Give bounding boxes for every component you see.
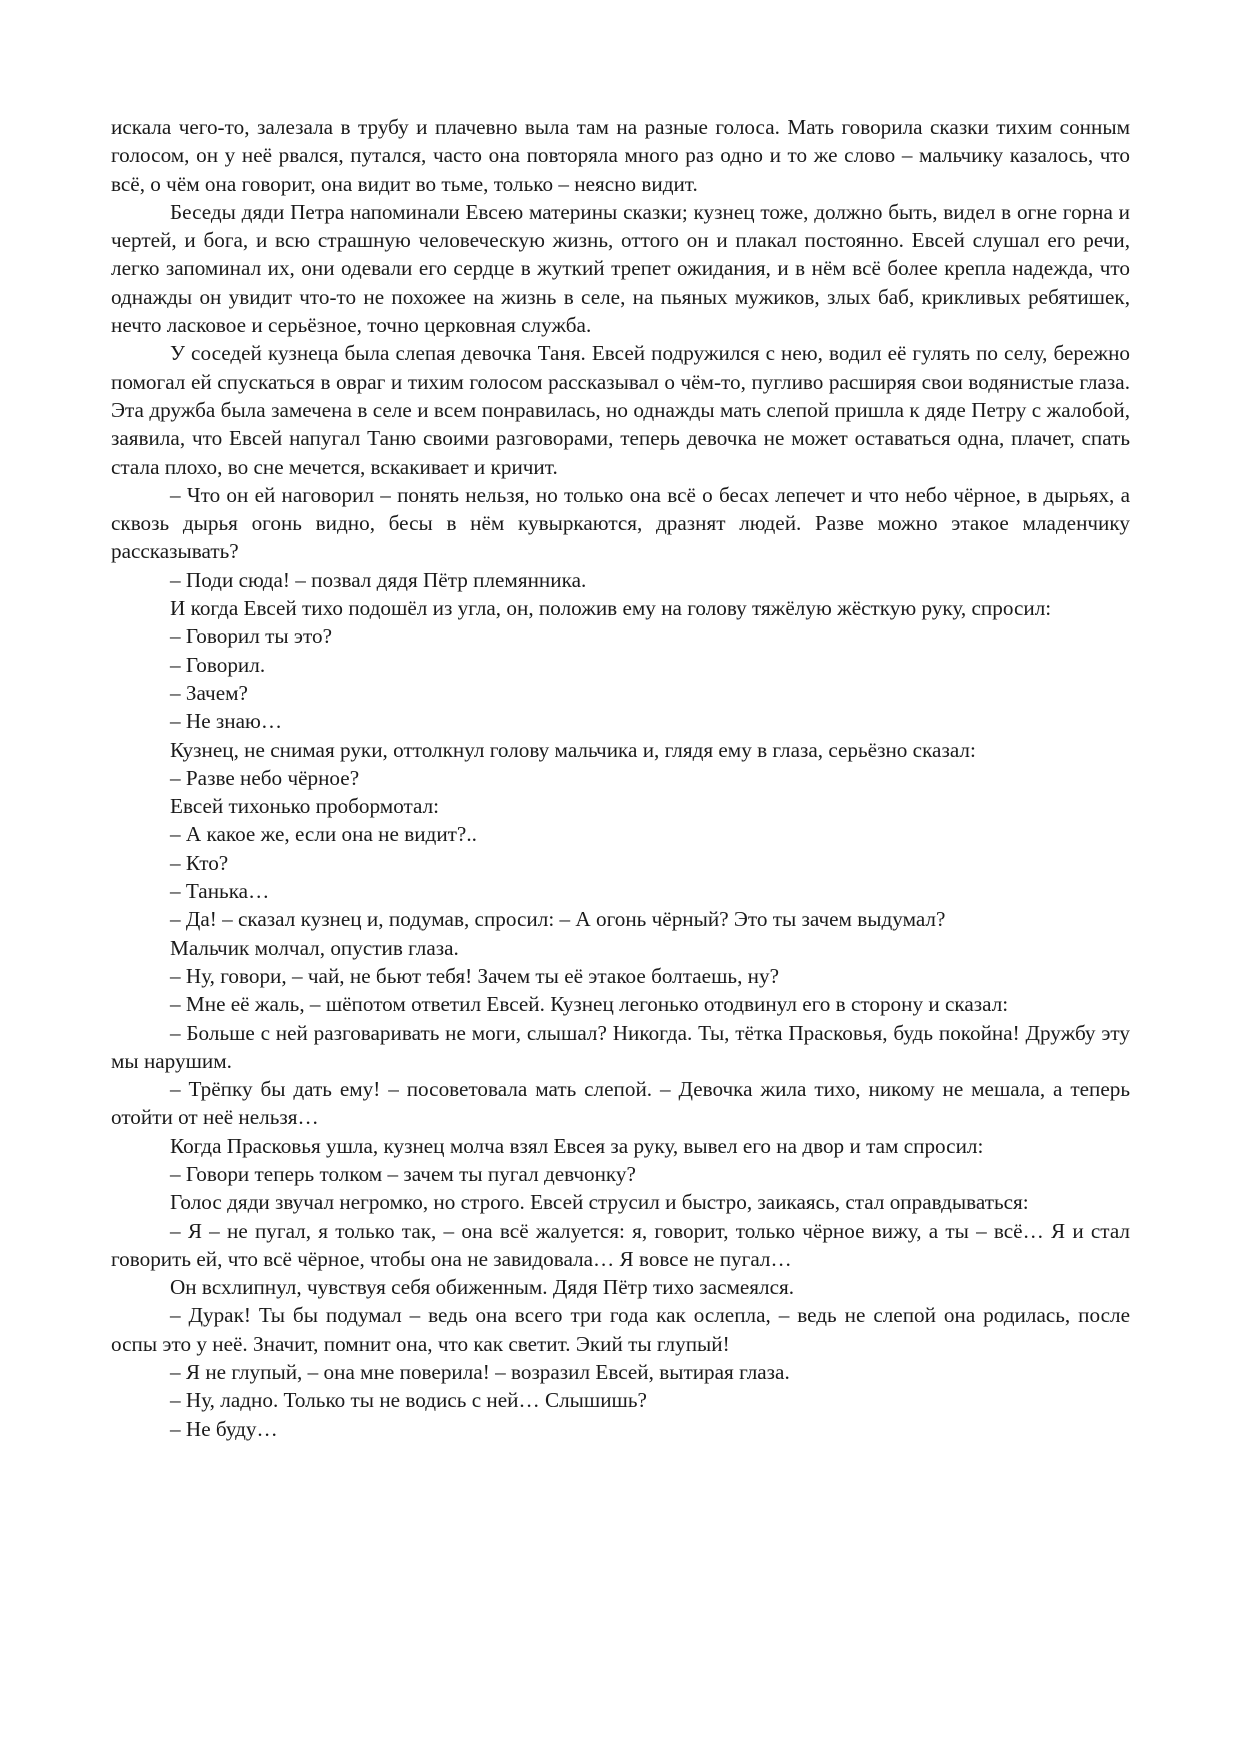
document-page (111, 113, 1130, 1443)
paragraph: – Мне её жаль, – шёпотом ответил Евсей. Кузнец легонько отодвинул его в сторону и сказал: (170, 992, 1009, 1017)
paragraph: У соседей кузнеца была слепая девочка Таня. Евсей подружился с нею, водил её гулять по селу, бережно помогал ей спускаться в овраг и тихим голосом рассказывал о чём-то, пугливо расширяя свои водянистые глаза. Эта дружба была замечена в селе и всем понравилась, но однажды мать слепой пришла к дяде Петру с жалобой, заявила, что Евсей напугал Таню своими разговорами, теперь девочка не может оставаться одна, плачет, спать стала плохо, во сне мечется, вскакивает и кричит. (111, 341, 1130, 479)
paragraph: – Трёпку бы дать ему! – посоветовала мать слепой. – Девочка жила тихо, никому не мешала, а теперь отойти от неё нельзя… (111, 1077, 1130, 1130)
paragraph: искала чего-то, залезала в трубу и плачевно выла там на разные голоса. Мать говорила сказки тихим сонным голосом, он у неё рвался, путался, часто она повторяла много раз одно и то же слово – мальчику казалось, что всё, о чём она говорит, она видит во тьме, только – неясно видит. (111, 115, 1130, 196)
paragraph: – Я – не пугал, я только так, – она всё жалуется: я, говорит, только чёрное вижу, а ты – всё… Я и стал говорить ей, что всё чёрное, чтобы она не завидовала… Я вовсе не пугал… (111, 1218, 1130, 1271)
paragraph: Он всхлипнул, чувствуя себя обиженным. Дядя Пётр тихо засмеялся. (170, 1275, 795, 1300)
paragraph: Голос дяди звучал негромко, но строго. Евсей струсил и быстро, заикаясь, стал оправдываться: (170, 1190, 1029, 1215)
paragraph: – Поди сюда! – позвал дядя Пётр племянника. (170, 567, 587, 592)
paragraph: – Да! – сказал кузнец и, подумав, спросил: – А огонь чёрный? Это ты зачем выдумал? (170, 907, 946, 932)
paragraph: – Ну, ладно. Только ты не водись с ней… Слышишь? (170, 1388, 647, 1413)
paragraph: – Больше с ней разговаривать не моги, слышал? Никогда. Ты, тётка Прасковья, будь покойна! Дружбу эту мы нарушим. (111, 1020, 1130, 1073)
paragraph: – Дурак! Ты бы подумал – ведь она всего три года как ослепла, – ведь не слепой она родилась, после оспы это у неё. Значит, помнит она, что как светит. Экий ты глупый! (111, 1303, 1130, 1356)
paragraph: – Что он ей наговорил – понять нельзя, но только она всё о бесах лепечет и что небо чёрное, в дырьях, а сквозь дырья огонь видно, бесы в нём кувыркаются, дразнят людей. Разве можно этакое младенчику рассказывать? (111, 482, 1130, 564)
paragraph: – Кто? (170, 850, 229, 875)
paragraph: Беседы дяди Петра напоминали Евсею материны сказки; кузнец тоже, должно быть, видел в огне горна и чертей, и бога, и всю страшную человеческую жизнь, оттого он и плакал постоянно. Евсей слушал его речи, легко запоминал их, они одевали его сердце в жуткий трепет ожидания, и в нём всё более крепла надежда, что однажды он увидит что-то не похожее на жизнь в селе, на пьяных мужиков, злых баб, крикливых ребятишек, нечто ласковое и серьёзное, точно церковная служба. (111, 199, 1130, 338)
paragraph: И когда Евсей тихо подошёл из угла, он, положив ему на голову тяжёлую жёсткую руку, спросил: (170, 596, 1052, 621)
paragraph: – Не буду… (170, 1416, 278, 1441)
paragraph: – Танька… (170, 879, 270, 904)
paragraph: – Разве небо чёрное? (170, 765, 360, 790)
paragraph: – Говори теперь толком – зачем ты пугал девчонку? (170, 1161, 636, 1186)
paragraph: – Ну, говори, – чай, не бьют тебя! Зачем ты её этакое болтаешь, ну? (170, 963, 779, 988)
paragraph: Когда Прасковья ушла, кузнец молча взял Евсея за руку, вывел его на двор и там спросил: (170, 1133, 984, 1158)
paragraph: – Зачем? (170, 680, 248, 705)
paragraph: Евсей тихонько пробормотал: (170, 794, 440, 819)
paragraph: Кузнец, не снимая руки, оттолкнул голову мальчика и, глядя ему в глаза, серьёзно сказал: (170, 737, 976, 762)
paragraph: – Говорил. (170, 652, 266, 677)
paragraph: – Я не глупый, – она мне поверила! – возразил Евсей, вытирая глаза. (170, 1360, 790, 1385)
paragraph: – Говорил ты это? (170, 624, 332, 649)
paragraph: Мальчик молчал, опустив глаза. (170, 935, 459, 960)
paragraph: – Не знаю… (170, 709, 283, 734)
paragraph: – А какое же, если она не видит?.. (170, 822, 477, 847)
